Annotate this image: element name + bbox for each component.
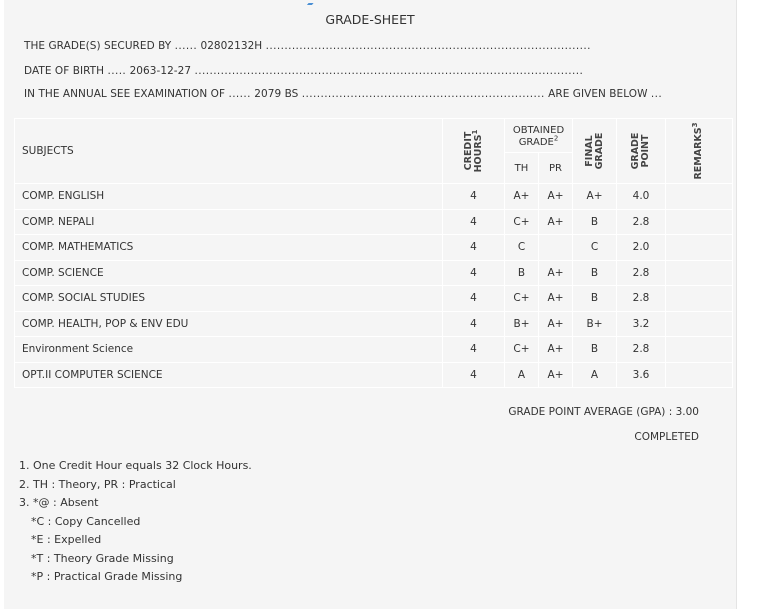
cell-th: C+ (505, 337, 539, 363)
cell-th: A+ (505, 184, 539, 210)
exam-label: IN THE ANNUAL SEE EXAMINATION OF (24, 88, 226, 100)
header-obtained-line1: OBTAINED (512, 125, 565, 136)
dots: ....................................................................................... (265, 40, 591, 52)
cell-th: C+ (505, 209, 539, 235)
cell-subject: Environment Science (15, 337, 443, 363)
cell-remarks (666, 362, 733, 388)
secured-by-value: 02802132H (200, 40, 263, 52)
cell-final: B (573, 337, 617, 363)
cell-pr: A+ (539, 209, 573, 235)
header-remarks-label: REMARKS (693, 127, 705, 180)
dots: ................................................................. (301, 88, 545, 100)
cell-th: B (505, 260, 539, 286)
cell-final: B (573, 286, 617, 312)
cell-pr (539, 235, 573, 261)
header-th: TH (505, 153, 539, 184)
cell-pr: A+ (539, 286, 573, 312)
decorative-accent-mark (307, 0, 316, 5)
cell-th: C+ (505, 286, 539, 312)
cell-remarks (666, 311, 733, 337)
result-status: COMPLETED (634, 431, 699, 443)
cell-credit: 4 (443, 362, 505, 388)
secured-by-line (24, 40, 591, 52)
grade-sheet-panel (4, 0, 737, 609)
cell-point: 2.8 (617, 260, 666, 286)
cell-remarks (666, 209, 733, 235)
header-credit-sup: 1 (470, 129, 479, 135)
cell-subject: COMP. NEPALI (15, 209, 443, 235)
header-credit-line2: HOURS (472, 134, 484, 173)
cell-pr: A+ (539, 337, 573, 363)
cell-pr: A+ (539, 362, 573, 388)
cell-point: 3.2 (617, 311, 666, 337)
table-row (15, 286, 733, 312)
cell-credit: 4 (443, 209, 505, 235)
dob-label: DATE OF BIRTH (24, 65, 105, 77)
footnote-item: 1. One Credit Hour equals 32 Clock Hours. (19, 459, 252, 472)
cell-final: B+ (573, 311, 617, 337)
footnote-subitem: *P : Practical Grade Missing (31, 570, 183, 583)
cell-point: 4.0 (617, 184, 666, 210)
cell-final: C (573, 235, 617, 261)
dob-line (24, 65, 583, 77)
cell-pr: A+ (539, 260, 573, 286)
cell-point: 3.6 (617, 362, 666, 388)
table-row (15, 209, 733, 235)
cell-remarks (666, 235, 733, 261)
cell-credit: 4 (443, 286, 505, 312)
cell-final: A (573, 362, 617, 388)
cell-subject: COMP. SOCIAL STUDIES (15, 286, 443, 312)
header-remarks (666, 119, 733, 184)
cell-credit: 4 (443, 311, 505, 337)
footnote-subitem: *E : Expelled (31, 533, 102, 546)
secured-by-label: THE GRADE(S) SECURED BY (24, 40, 172, 52)
header-grade-point (617, 119, 666, 184)
dots: ..... (107, 65, 127, 77)
footnote-subitem: *C : Copy Cancelled (31, 514, 141, 528)
cell-th: B+ (505, 311, 539, 337)
cell-remarks (666, 337, 733, 363)
cell-subject: COMP. MATHEMATICS (15, 235, 443, 261)
cell-remarks (666, 184, 733, 210)
grades-table-wrap (14, 118, 732, 388)
dots: ... (650, 88, 663, 100)
footnote-subitem: *T : Theory Grade Missing (31, 551, 174, 565)
cell-final: B (573, 209, 617, 235)
table-row (15, 260, 733, 286)
header-final-grade (573, 119, 617, 184)
table-row (15, 184, 733, 210)
cell-final: B (573, 260, 617, 286)
cell-final: A+ (573, 184, 617, 210)
dots: ...... (174, 40, 198, 52)
header-pr: PR (539, 153, 573, 184)
cell-subject: COMP. HEALTH, POP & ENV EDU (15, 311, 443, 337)
table-row (15, 362, 733, 388)
footnotes (19, 457, 252, 587)
cell-credit: 4 (443, 184, 505, 210)
dob-value: 2063-12-27 (129, 65, 192, 77)
table-row (15, 311, 733, 337)
page-title: GRADE-SHEET (325, 12, 415, 27)
cell-credit: 4 (443, 260, 505, 286)
dots: ........................................................................................................ (194, 65, 584, 77)
header-subjects: SUBJECTS (15, 119, 443, 184)
cell-th: C (505, 235, 539, 261)
cell-point: 2.8 (617, 337, 666, 363)
header-obtained-sup: 2 (553, 134, 559, 143)
header-final-line1: FINAL (583, 135, 595, 167)
cell-remarks (666, 286, 733, 312)
cell-point: 2.8 (617, 209, 666, 235)
given-below-text: ARE GIVEN BELOW (548, 88, 648, 100)
header-credit-hours (443, 119, 505, 184)
grades-table (14, 118, 733, 388)
cell-remarks (666, 260, 733, 286)
footnote-item: 3. *@ : Absent (19, 496, 99, 509)
header-obtained-grade (505, 119, 573, 153)
exam-line (24, 88, 662, 100)
dots: ...... (228, 88, 251, 100)
cell-credit: 4 (443, 235, 505, 261)
cell-credit: 4 (443, 337, 505, 363)
header-credit-line1: CREDIT (462, 131, 474, 171)
cell-th: A (505, 362, 539, 388)
gpa-summary: GRADE POINT AVERAGE (GPA) : 3.00 (508, 406, 699, 418)
cell-pr: A+ (539, 184, 573, 210)
cell-point: 2.8 (617, 286, 666, 312)
table-row (15, 337, 733, 363)
header-obtained-line2: GRADE (518, 137, 554, 148)
footnote-item: 2. TH : Theory, PR : Practical (19, 477, 176, 491)
cell-subject: COMP. SCIENCE (15, 260, 443, 286)
table-row (15, 235, 733, 261)
header-point-line1: GRADE (630, 132, 642, 170)
header-remarks-sup: 3 (690, 122, 699, 128)
table-header-row (15, 119, 733, 153)
header-final-line2: GRADE (593, 132, 605, 170)
header-point-line2: POINT (640, 134, 652, 168)
exam-value: 2079 BS (254, 88, 299, 100)
cell-subject: OPT.II COMPUTER SCIENCE (15, 362, 443, 388)
cell-subject: COMP. ENGLISH (15, 184, 443, 210)
cell-point: 2.0 (617, 235, 666, 261)
cell-pr: A+ (539, 311, 573, 337)
